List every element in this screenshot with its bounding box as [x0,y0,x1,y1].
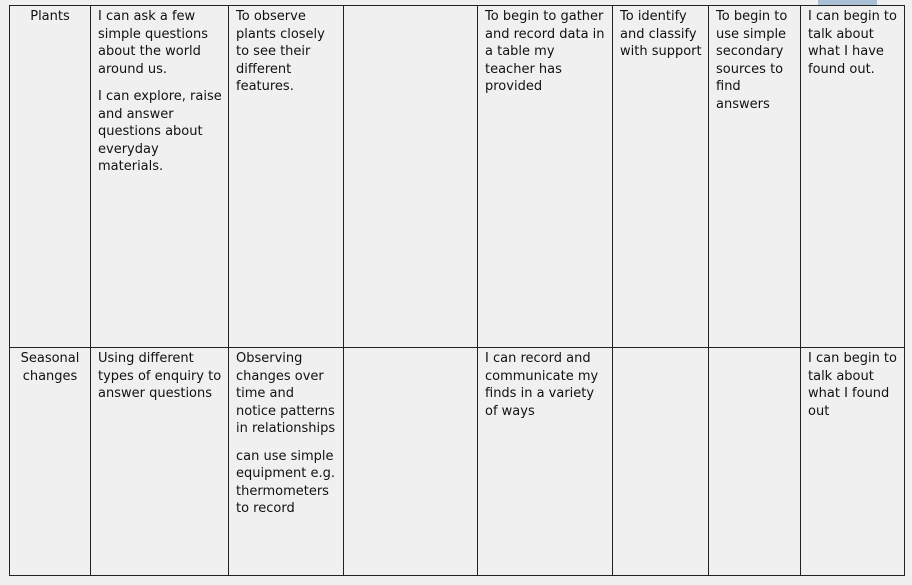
cell-text: To identify and classify with support [620,9,702,59]
curriculum-table [9,5,905,576]
table-cell-4 [478,348,613,576]
table-cell-6 [709,6,801,348]
table-cell-7 [801,348,905,576]
table-cell-1 [91,6,229,348]
table-cell-2 [229,6,344,348]
cell-text: Using different types of enquiry to answer questions [98,351,222,401]
cell-text: I can ask a few simple questions about the world around us. [98,9,208,77]
topic-cell [10,348,91,576]
topic-cell [10,6,91,348]
cell-text: To begin to gather and record data in a table my teacher has provided [485,9,605,94]
table-cell-3 [344,6,478,348]
cell-text: I can record and communicate my finds in a variety of ways [485,351,599,419]
table-cell-5 [613,6,709,348]
table-row-plants [10,6,905,348]
table-cell-2 [229,348,344,576]
cell-text: To begin to use simple secondary sources to find answers [716,9,788,112]
table-cell-7 [801,6,905,348]
table-cell-6 [709,348,801,576]
table-cell-4 [478,6,613,348]
cell-text: To observe plants closely to see their different features. [236,9,325,94]
table-row-seasonal-changes [10,348,905,576]
cell-text: I can explore, raise and answer questions about everyday materials. [98,89,222,174]
cell-text: can use simple equipment e.g. thermometers to record [236,448,335,516]
cell-text: I can begin to talk about what I have found out. [808,9,897,77]
cell-text: Observing changes over time and notice patterns in relationships [236,351,336,436]
cell-text: I can begin to talk about what I found out [808,351,897,419]
topic-label: Plants [30,9,70,24]
table-cell-5 [613,348,709,576]
topic-label: Seasonal changes [20,351,80,384]
table-cell-1 [91,348,229,576]
table-cell-3 [344,348,478,576]
